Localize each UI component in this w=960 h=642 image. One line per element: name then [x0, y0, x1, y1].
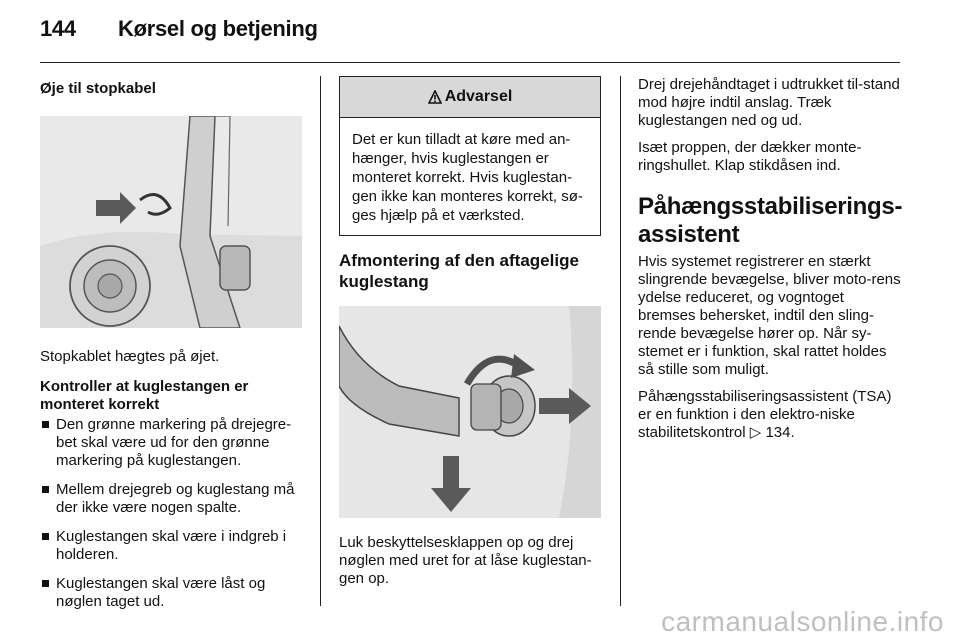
warning-triangle-icon: [428, 90, 442, 104]
warning-box: [339, 76, 601, 236]
warning-header: [340, 77, 600, 118]
figure-caption-1: Stopkablet hægtes på øjet.: [40, 348, 220, 365]
column-divider-2: [620, 76, 621, 606]
page-reference[interactable]: 134.: [765, 424, 795, 441]
figure-removal: [339, 306, 601, 518]
bullet-square-icon: [42, 533, 49, 540]
page-header: [40, 16, 318, 42]
page-number: 144: [40, 16, 76, 41]
paragraph-2: Isæt proppen, der dækker monte-ringshullet. Klap stikdåsen ind.: [638, 139, 862, 174]
list-item: Kuglestangen skal være i indgreb i holderen.: [40, 528, 302, 564]
bullet-square-icon: [42, 486, 49, 493]
paragraph-1: Drej drejehåndtaget i udtrukket til-stand mod højre indtil anslag. Træk kuglestangen ned og ud.: [638, 76, 900, 129]
bullet-square-icon: [42, 580, 49, 587]
paragraph-3: Hvis systemet registrerer en stærkt slingrende bevægelse, bliver moto-rens ydelse reduceret, og vogntoget bremses behersket, indtil den sling-rende bevægelse hører op. Når sy-stemet er i funktion, skal rattet holdes så stille som muligt.: [638, 253, 901, 378]
header-rule: [40, 62, 900, 63]
column-left: [40, 76, 302, 622]
section-heading-tsa: Påhængsstabiliserings-assistent: [638, 193, 903, 248]
column-middle: [339, 76, 601, 588]
section-heading-removal: Afmontering af den aftagelige kuglestang: [339, 251, 579, 291]
list-item: Mellem drejegreb og kuglestang må der ikke være nogen spalte.: [40, 481, 302, 517]
page-title: Kørsel og betjening: [118, 16, 318, 41]
check-heading: Kontroller at kuglestangen er monteret korrekt: [40, 378, 249, 413]
page-reference-arrow-icon: ▷: [749, 424, 762, 441]
figure-stop-cable-eye: [40, 116, 302, 328]
watermark: carmanualsonline.info: [661, 606, 944, 637]
bullet-square-icon: [42, 421, 49, 428]
list-item: Den grønne markering på drejegre-bet skal være ud for den grønne markering på kuglestangen.: [40, 416, 302, 470]
check-list: [40, 416, 302, 611]
list-item: Kuglestangen skal være låst og nøglen taget ud.: [40, 575, 302, 611]
stop-cable-illustration: [40, 116, 302, 328]
removal-illustration: [339, 306, 601, 518]
figure-caption-2: Luk beskyttelsesklappen op og drej nøglen med uret for at låse kuglestan-gen op.: [339, 534, 592, 587]
section-heading-eye: Øje til stopkabel: [40, 80, 156, 97]
paragraph-4: Påhængsstabiliseringsassistent (TSA) er en funktion i den elektro-niske stabilitetskontrol ▷ 134.: [638, 388, 892, 441]
column-right: [638, 76, 902, 442]
warning-title: Advarsel: [444, 88, 513, 105]
column-divider-1: [320, 76, 321, 606]
warning-text: Det er kun tilladt at køre med an-hænger, hvis kuglestangen er monteret korrekt. Hvis kuglestan-gen ikke kan monteres korrekt, sø-ges hjælp på et værksted.: [352, 131, 583, 224]
